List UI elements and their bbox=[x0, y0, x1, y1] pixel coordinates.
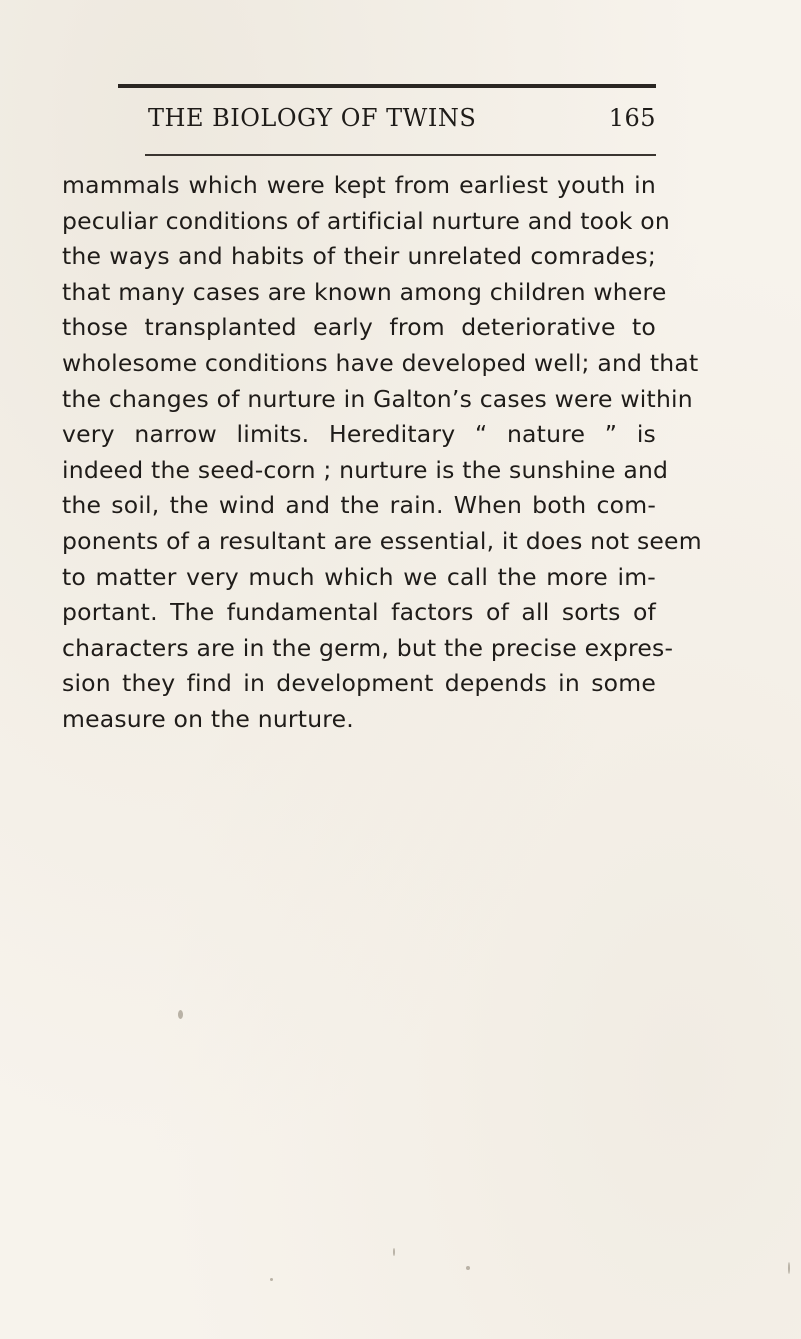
text-line: ponents of a resultant are essential, it does not seem bbox=[62, 526, 702, 555]
paper-speck bbox=[393, 1248, 395, 1256]
text-line: very narrow limits. Hereditary “ nature ” is bbox=[62, 420, 656, 449]
text-line: the changes of nurture in Galton’s cases were within bbox=[62, 384, 693, 413]
header-bottom-rule bbox=[145, 154, 656, 156]
text-line: those transplanted early from deteriorative to bbox=[62, 313, 656, 342]
text-line: that many cases are known among children where bbox=[62, 277, 667, 306]
paper-speck bbox=[270, 1278, 273, 1281]
text-line: portant. The fundamental factors of all sorts of bbox=[62, 598, 656, 627]
text-line: to matter very much which we call the more im- bbox=[62, 562, 656, 591]
text-line: the soil, the wind and the rain. When both com- bbox=[62, 491, 656, 520]
body-paragraph bbox=[62, 168, 702, 738]
text-line: wholesome conditions have developed well; and that bbox=[62, 348, 699, 377]
text-line: sion they find in development depends in some bbox=[62, 669, 656, 698]
running-header bbox=[118, 104, 656, 144]
header-top-rule bbox=[118, 84, 656, 88]
paper-speck bbox=[466, 1266, 470, 1270]
text-line: indeed the seed-corn ; nurture is the sunshine and bbox=[62, 455, 669, 484]
page-number: 165 bbox=[608, 104, 656, 132]
paper-speck bbox=[788, 1262, 790, 1274]
text-line: peculiar conditions of artificial nurture and took on bbox=[62, 206, 670, 235]
text-line: mammals which were kept from earliest youth in bbox=[62, 171, 656, 199]
text-line-last: measure on the nurture. bbox=[62, 704, 354, 733]
text-line: the ways and habits of their unrelated comrades; bbox=[62, 242, 656, 271]
paper-speck bbox=[178, 1010, 183, 1019]
running-title: THE BIOLOGY OF TWINS bbox=[148, 104, 477, 132]
text-line: characters are in the germ, but the precise expres- bbox=[62, 633, 674, 662]
